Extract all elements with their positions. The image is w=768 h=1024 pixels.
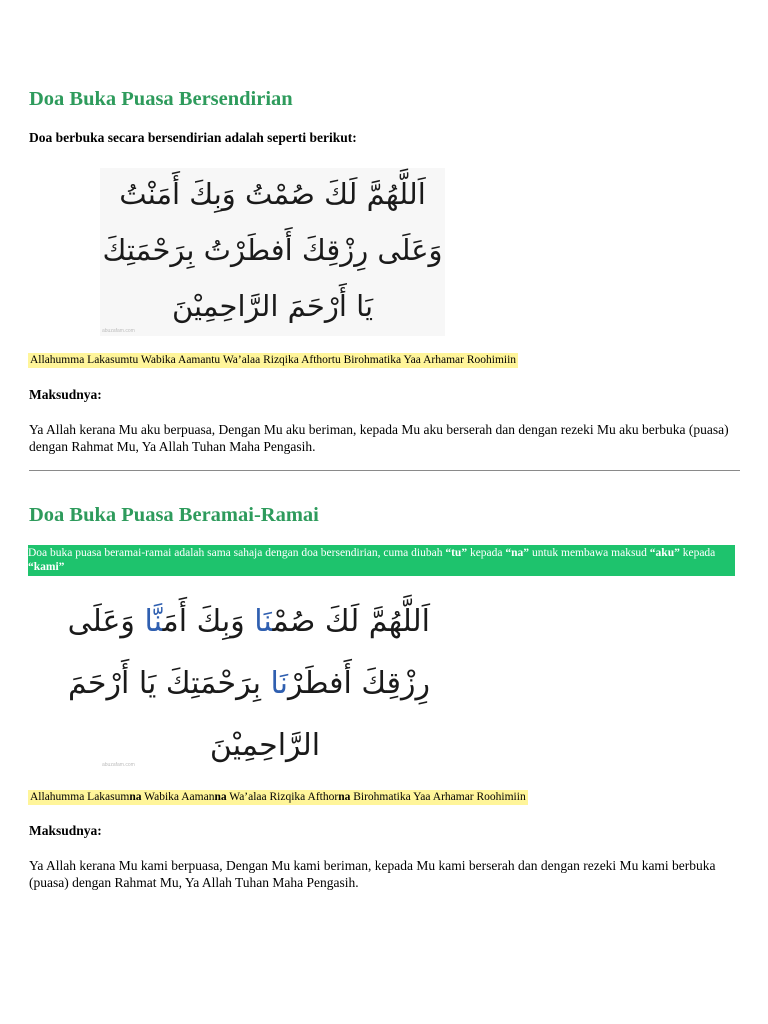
- note-text: kepada: [679, 547, 716, 559]
- arabic-doa-image-2: [67, 590, 430, 770]
- note-quote-kami: “kami”: [28, 561, 65, 573]
- divider: [29, 470, 740, 471]
- arabic-line-3: يَا أَرْحَمَ الرَّاحِمِيْنَ: [171, 289, 374, 323]
- section2-meaning-label: Maksudnya:: [29, 823, 102, 838]
- arabic-line-2: رِزْقِكَ أَفطَرْنَا بِرَحْمَتِكَ يَا أَرْحَمَ: [67, 666, 430, 701]
- note-quote-tu: “tu”: [445, 547, 468, 559]
- watermark: abuzafam.com: [102, 328, 135, 334]
- note-text: untuk membawa maksud: [529, 547, 650, 559]
- arabic-line-1: اَللَّهُمَّ لَكَ صُمْنَا وَبِكَ أَمَنَّا وَعَلَى: [67, 604, 430, 639]
- note-text: Doa buka puasa beramai-ramai adalah sama sahaja dengan doa bersendirian, cuma diubah: [28, 547, 446, 559]
- note-quote-aku: “aku”: [649, 547, 680, 559]
- section1-meaning: Ya Allah kerana Mu aku berpuasa, Dengan Mu aku beriman, kepada Mu aku berserah dan dengan rezeki Mu aku berbuka (puasa) dengan Rahmat Mu, Ya Allah Tuhan Maha Pengasih.: [29, 422, 729, 454]
- note-quote-na: “na”: [505, 547, 530, 559]
- section1-title: Doa Buka Puasa Bersendirian: [29, 88, 293, 110]
- arabic-line-2: وَعَلَى رِزْقِكَ أَفطَرْتُ بِرَحْمَتِكَ: [102, 233, 443, 267]
- watermark: abuzafam.com: [102, 762, 135, 768]
- transliteration-1: Allahumma Lakasumtu Wabika Aamantu Wa’alaa Rizqika Afthortu Birohmatika Yaa Arhamar Roohimiin: [30, 354, 517, 366]
- section1-meaning-label: Maksudnya:: [29, 387, 102, 402]
- section1-intro: Doa berbuka secara bersendirian adalah seperti berikut:: [29, 130, 357, 145]
- transliteration-2: Allahumma Lakasumna Wabika Aamanna Wa’alaa Rizqika Afthorna Birohmatika Yaa Arhamar Roohimiin: [30, 791, 526, 803]
- arabic-line-1: اَللَّهُمَّ لَكَ صُمْتُ وَبِكَ أَمَنْتُ: [119, 177, 426, 211]
- section2-title: Doa Buka Puasa Beramai-Ramai: [29, 504, 319, 526]
- note-text: kepada: [467, 547, 506, 559]
- section2-note: [28, 545, 735, 576]
- arabic-doa-image-1: [100, 168, 445, 336]
- arabic-line-3: الرَّاحِمِيْنَ: [209, 728, 321, 763]
- section2-meaning: Ya Allah kerana Mu kami berpuasa, Dengan Mu kami beriman, kepada Mu kami berserah dan dengan rezeki Mu kami berbuka (puasa) dengan Rahmat Mu, Ya Allah Tuhan Maha Pengasih.: [29, 858, 716, 890]
